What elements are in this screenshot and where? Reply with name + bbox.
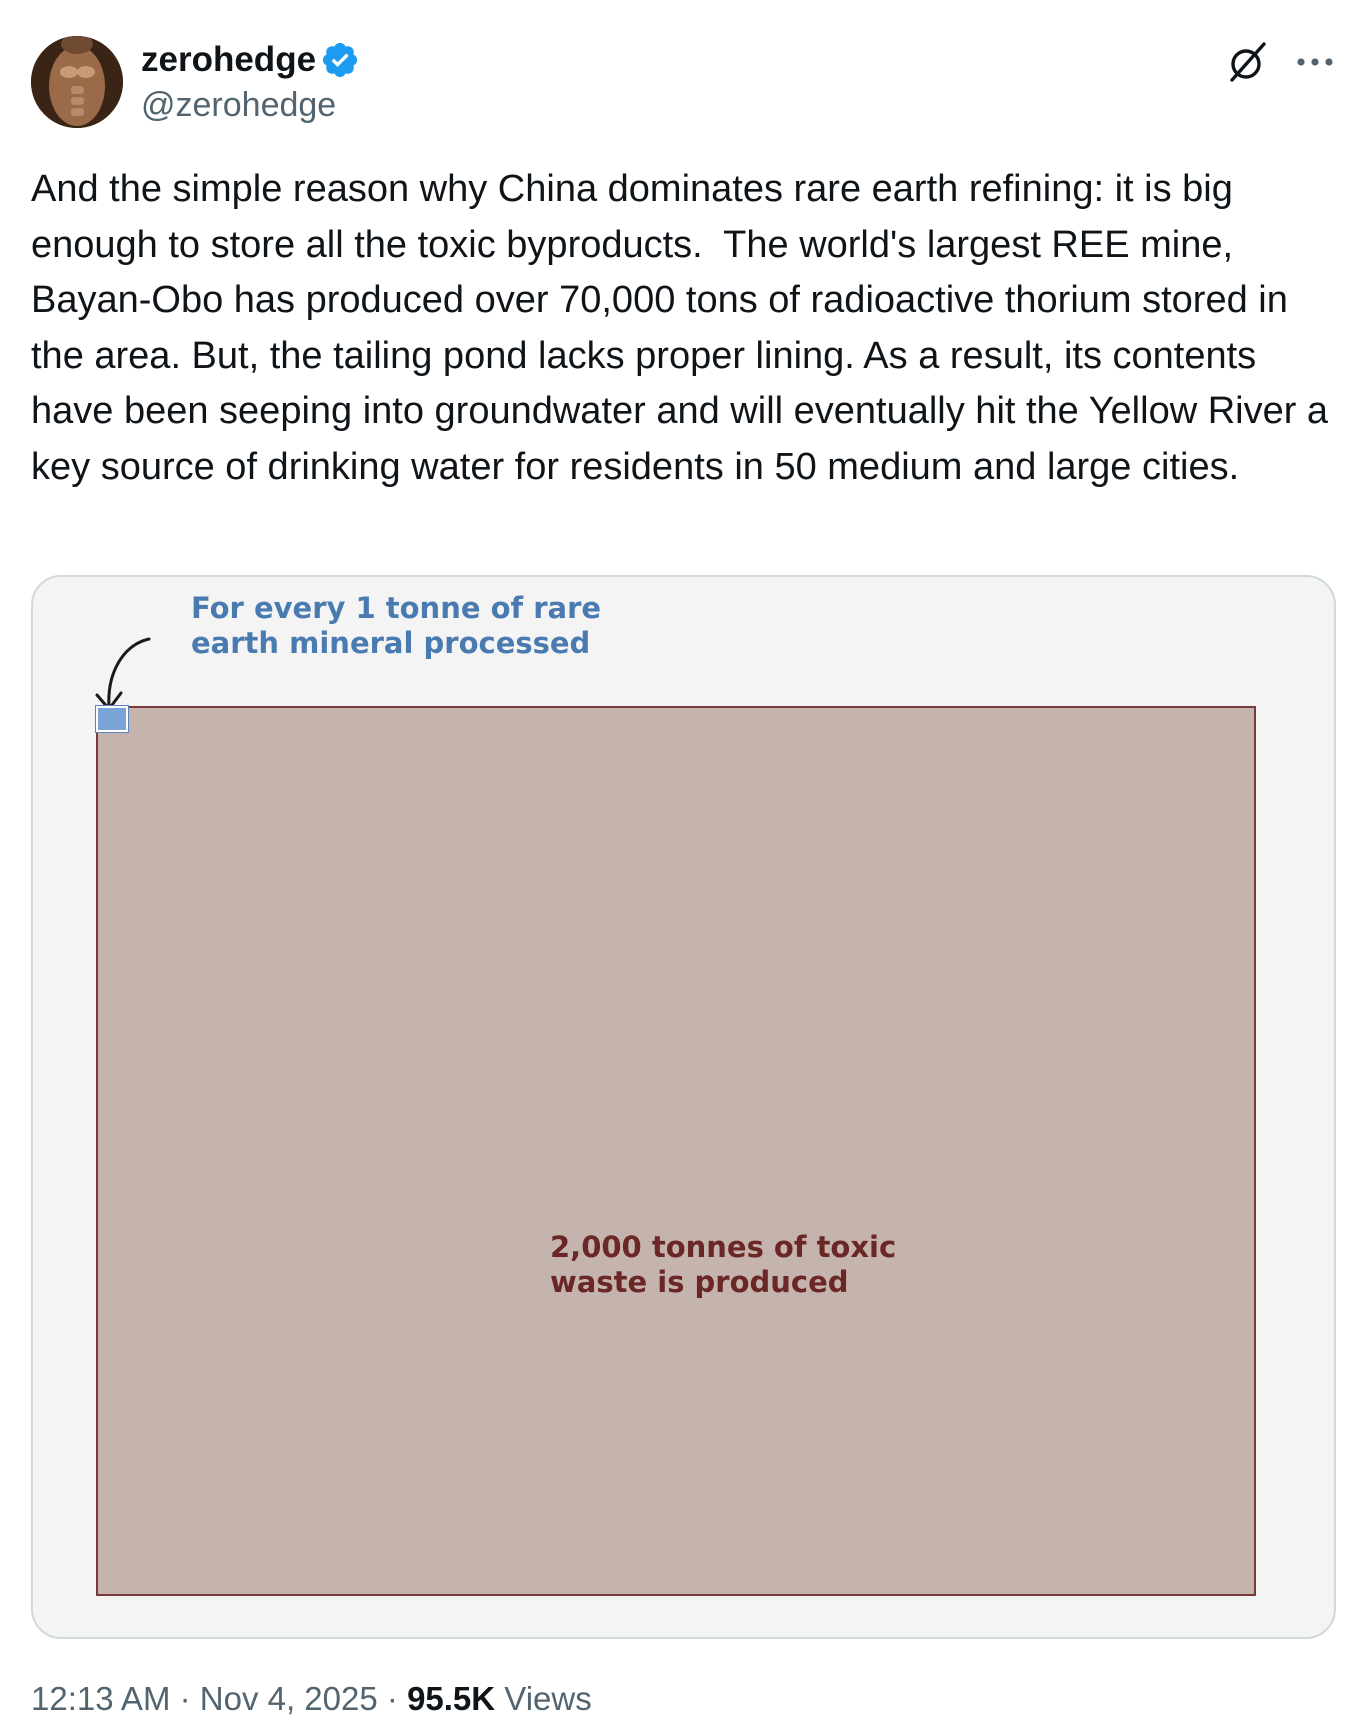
toxic-waste-area	[96, 706, 1256, 1596]
meta-separator: ·	[170, 1680, 200, 1717]
handle[interactable]: @zerohedge	[141, 86, 337, 124]
avatar[interactable]	[31, 36, 123, 128]
avatar-image	[31, 36, 123, 128]
rare-earth-square	[96, 706, 128, 732]
grok-icon[interactable]	[1224, 38, 1272, 86]
timestamp-link[interactable]	[31, 1680, 378, 1717]
infographic-label-center: 2,000 tonnes of toxic waste is produced	[550, 1230, 897, 1299]
tweet-meta	[31, 1678, 592, 1720]
display-name[interactable]: zerohedge	[141, 40, 317, 79]
verified-badge-icon	[320, 40, 360, 80]
views-count: 95.5K	[407, 1680, 496, 1717]
views-label: Views	[504, 1680, 592, 1717]
media-image[interactable]	[31, 575, 1336, 1639]
tweet-text: And the simple reason why China dominates rare earth refining: it is big enough to store all the toxic byproducts. The world's largest REE mine, Bayan-Obo has produced over 70,000 tons of radioactive thorium stored in the area. But, the tailing pond lacks proper lining. As a result, its contents have been seeping into groundwater and will eventually hit the Yellow River a key source of drinking water for residents in 50 medium and large cities.	[31, 168, 1339, 488]
infographic-label-top: For every 1 tonne of rare earth mineral processed	[191, 591, 602, 660]
tweet-date: Nov 4, 2025	[199, 1680, 378, 1717]
more-icon[interactable]	[1290, 40, 1340, 84]
meta-separator: ·	[377, 1680, 408, 1717]
tweet-time: 12:13 AM	[31, 1680, 171, 1717]
